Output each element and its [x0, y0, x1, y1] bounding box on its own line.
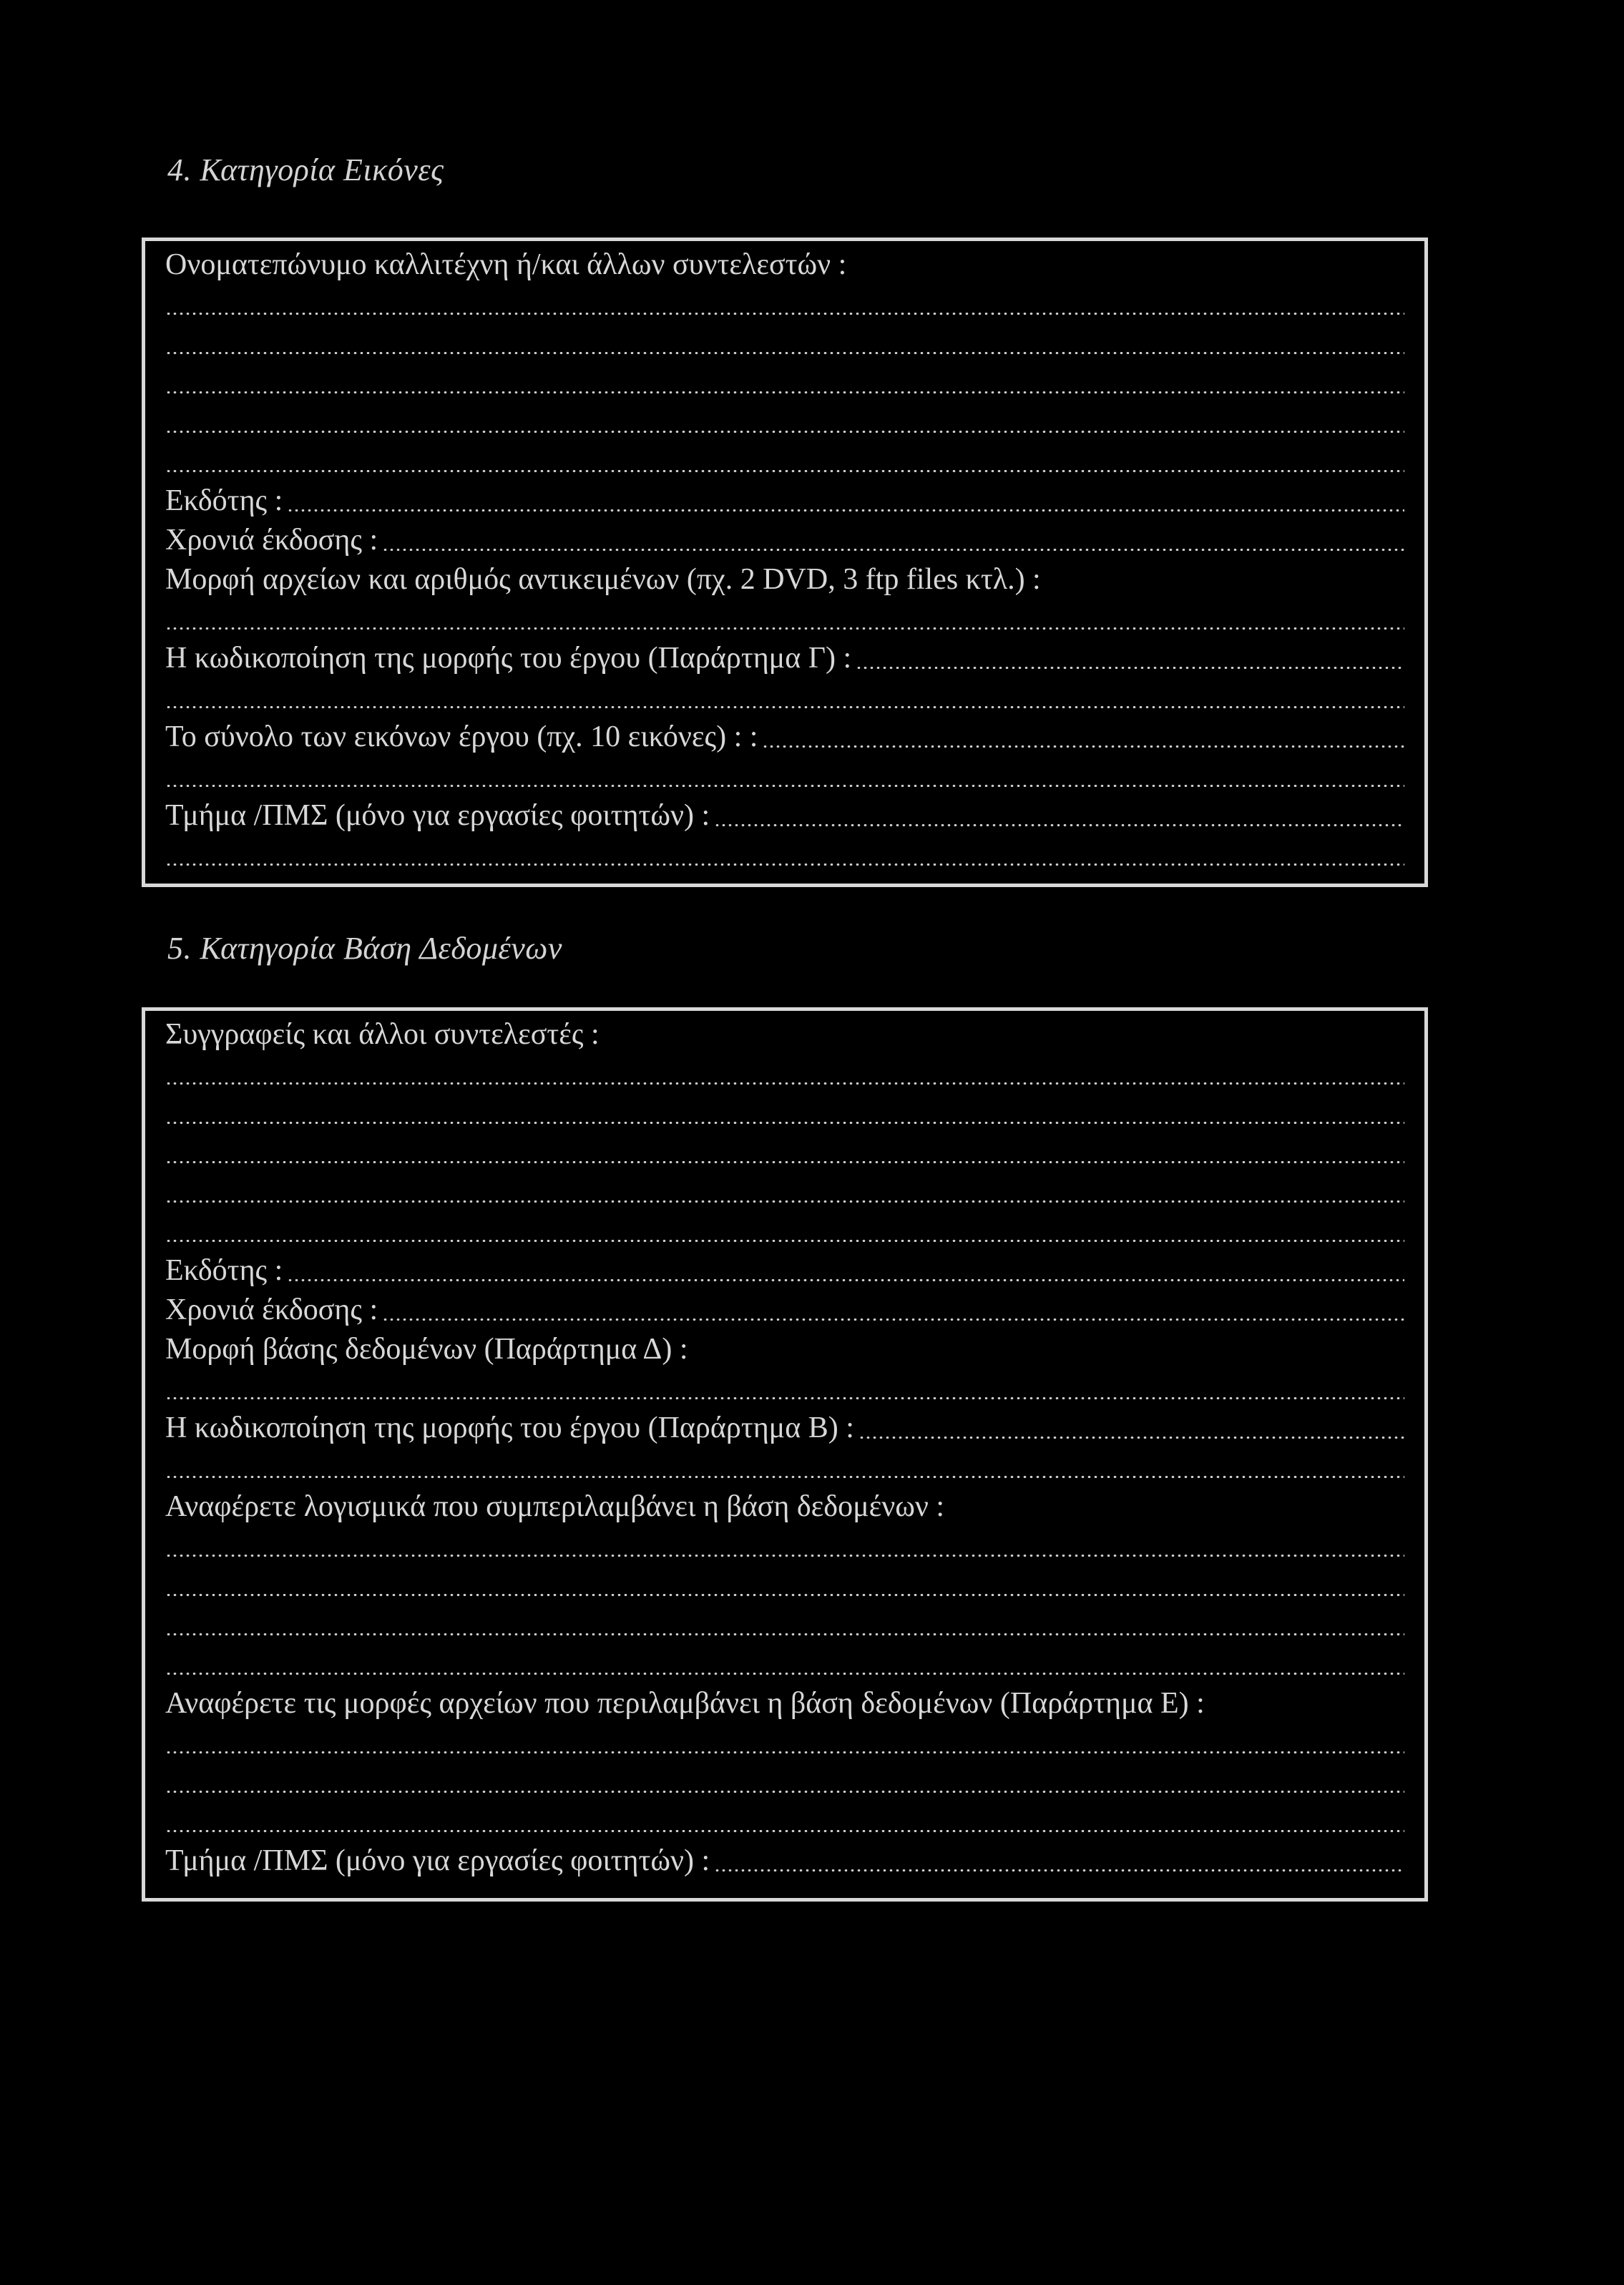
dotted-fill-line	[165, 1594, 1404, 1596]
blank-fill-line[interactable]	[165, 837, 1404, 876]
dotted-fill-line	[714, 1869, 1404, 1871]
form-field-line[interactable]	[165, 1292, 1404, 1331]
section-4-heading: 4. Κατηγορία Εικόνες	[167, 152, 444, 187]
field-label: Τμήμα /ΠΜΣ (μόνο για εργασίες φοιτητών) :	[165, 799, 710, 832]
form-field-line[interactable]	[165, 1685, 1404, 1725]
form-field-line[interactable]	[165, 1331, 1404, 1371]
form-field-line[interactable]	[165, 640, 1404, 680]
dotted-fill-line	[165, 863, 1404, 866]
dotted-fill-line	[856, 667, 1404, 669]
dotted-fill-line	[762, 745, 1404, 748]
form-field-line[interactable]	[165, 798, 1404, 837]
field-label: Ονοματεπώνυμο καλλιτέχνη ή/και άλλων συντελεστών :	[165, 248, 847, 281]
field-label: Μορφή αρχείων και αριθμός αντικειμένων (πχ. 2 DVD, 3 ftp files κτλ.) :	[165, 563, 1041, 596]
blank-fill-line[interactable]	[165, 444, 1404, 483]
dotted-fill-line	[165, 431, 1404, 433]
form-field-line[interactable]	[165, 1843, 1404, 1882]
form-field-line[interactable]	[165, 522, 1404, 562]
form-field-line[interactable]	[165, 483, 1404, 522]
blank-fill-line[interactable]	[165, 1725, 1404, 1764]
blank-fill-line[interactable]	[165, 1646, 1404, 1685]
dotted-fill-line	[165, 1240, 1404, 1242]
dotted-fill-line	[714, 824, 1404, 826]
field-label: Εκδότης :	[165, 484, 283, 517]
blank-fill-line[interactable]	[165, 1764, 1404, 1804]
blank-fill-line[interactable]	[165, 1449, 1404, 1489]
blank-fill-line[interactable]	[165, 1804, 1404, 1843]
dotted-fill-line	[165, 352, 1404, 354]
blank-fill-line[interactable]	[165, 1174, 1404, 1213]
field-label: Τμήμα /ΠΜΣ (μόνο για εργασίες φοιτητών) :	[165, 1844, 710, 1877]
blank-fill-line[interactable]	[165, 1607, 1404, 1646]
field-label: Χρονιά έκδοσης :	[165, 1293, 378, 1326]
blank-fill-line[interactable]	[165, 326, 1404, 365]
blank-fill-line[interactable]	[165, 1135, 1404, 1174]
field-label: Μορφή βάσης δεδομένων (Παράρτημα Δ) :	[165, 1333, 688, 1366]
dotted-fill-line	[165, 1122, 1404, 1124]
dotted-fill-line	[287, 509, 1404, 512]
blank-fill-line[interactable]	[165, 601, 1404, 640]
form-field-line[interactable]	[165, 562, 1404, 601]
dotted-fill-line	[165, 1082, 1404, 1085]
form-field-line[interactable]	[165, 1253, 1404, 1292]
blank-fill-line[interactable]	[165, 365, 1404, 404]
dotted-fill-line	[165, 1397, 1404, 1399]
dotted-fill-line	[165, 391, 1404, 393]
field-label: Αναφέρετε τις μορφές αρχείων που περιλαμβάνει η βάση δεδομένων (Παράρτημα Ε) :	[165, 1687, 1205, 1720]
dotted-fill-line	[382, 549, 1404, 551]
blank-fill-line[interactable]	[165, 1567, 1404, 1607]
dotted-fill-line	[165, 785, 1404, 787]
blank-fill-line[interactable]	[165, 1213, 1404, 1253]
blank-fill-line[interactable]	[165, 1056, 1404, 1095]
dotted-fill-line	[165, 1673, 1404, 1675]
dotted-fill-line	[382, 1318, 1404, 1321]
form-field-line[interactable]	[165, 1489, 1404, 1528]
form-field-line[interactable]	[165, 719, 1404, 758]
field-label: Το σύνολο των εικόνων έργου (πχ. 10 εικόνες) : :	[165, 720, 758, 753]
section-5-form	[142, 1007, 1428, 1902]
field-label: Η κωδικοποίηση της μορφής του έργου (Παράρτημα Γ) :	[165, 642, 852, 675]
dotted-fill-line	[859, 1437, 1404, 1439]
section-5-heading: 5. Κατηγορία Βάση Δεδομένων	[167, 931, 562, 966]
dotted-fill-line	[165, 1555, 1404, 1557]
blank-fill-line[interactable]	[165, 404, 1404, 444]
blank-fill-line[interactable]	[165, 286, 1404, 326]
section-4-form	[142, 238, 1428, 887]
dotted-fill-line	[165, 1200, 1404, 1203]
field-label: Εκδότης :	[165, 1254, 283, 1287]
dotted-fill-line	[165, 1791, 1404, 1793]
form-field-line[interactable]	[165, 247, 1404, 286]
dotted-fill-line	[165, 1633, 1404, 1635]
form-field-line[interactable]	[165, 1410, 1404, 1449]
dotted-fill-line	[165, 627, 1404, 630]
dotted-fill-line	[287, 1279, 1404, 1281]
field-label: Συγγραφείς και άλλοι συντελεστές :	[165, 1018, 600, 1051]
blank-fill-line[interactable]	[165, 1371, 1404, 1410]
blank-fill-line[interactable]	[165, 680, 1404, 719]
field-label: Χρονιά έκδοσης :	[165, 524, 378, 557]
dotted-fill-line	[165, 470, 1404, 472]
blank-fill-line[interactable]	[165, 1528, 1404, 1567]
dotted-fill-line	[165, 1476, 1404, 1478]
dotted-fill-line	[165, 313, 1404, 315]
field-label: Η κωδικοποίηση της μορφής του έργου (Παράρτημα Β) :	[165, 1411, 854, 1444]
blank-fill-line[interactable]	[165, 1095, 1404, 1135]
blank-fill-line[interactable]	[165, 758, 1404, 798]
dotted-fill-line	[165, 1830, 1404, 1832]
field-label: Αναφέρετε λογισμικά που συμπεριλαμβάνει η βάση δεδομένων :	[165, 1490, 945, 1523]
form-field-line[interactable]	[165, 1017, 1404, 1056]
dotted-fill-line	[165, 706, 1404, 708]
dotted-fill-line	[165, 1751, 1404, 1753]
dotted-fill-line	[165, 1161, 1404, 1163]
